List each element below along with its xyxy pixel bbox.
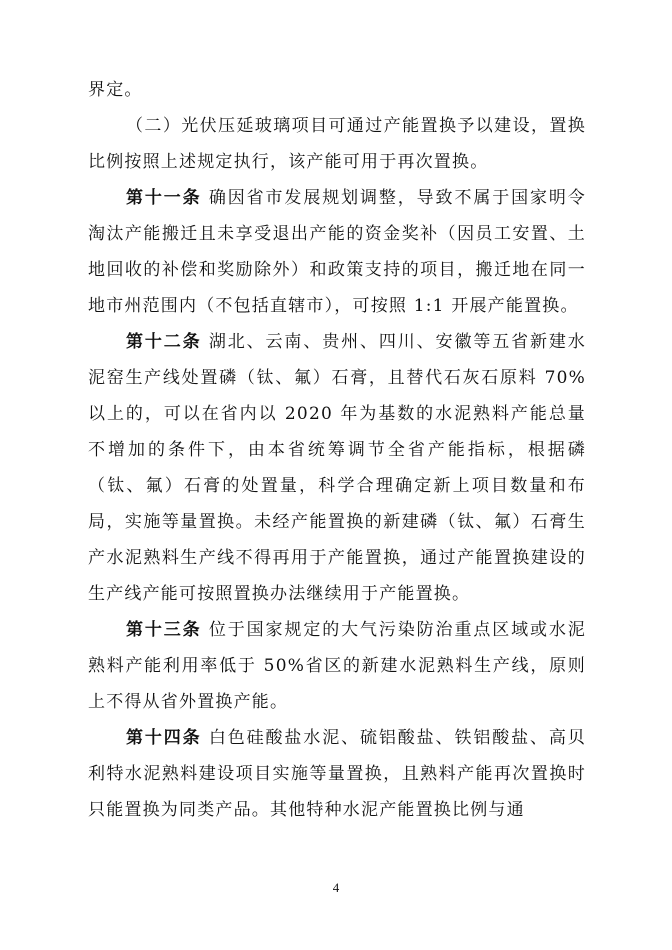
- article-thirteen: [88, 612, 586, 720]
- document-body: [88, 72, 586, 828]
- article-number: 第十四条: [126, 728, 202, 748]
- page-number: 4: [332, 880, 340, 895]
- paragraph-text: 确因省市发展规划调整，导致不属于国家明令淘汰产能搬迁且未享受退出产能的资金奖补（因员工安置、土地回收的补偿和奖励除外）和政策支持的项目，搬迁地在同一地市州范围内（不包括直辖市），可按照 1:1 开展产能置换。: [88, 188, 586, 316]
- article-eleven: [88, 180, 586, 324]
- article-fourteen: [88, 720, 586, 828]
- article-number: 第十三条: [126, 620, 202, 640]
- paragraph-text: （二）光伏压延玻璃项目可通过产能置换予以建设，置换比例按照上述规定执行，该产能可用于再次置换。: [88, 116, 586, 172]
- paragraph-continuation: [88, 72, 586, 108]
- paragraph-text: 白色硅酸盐水泥、硫铝酸盐、铁铝酸盐、高贝利特水泥熟料建设项目实施等量置换，且熟料产能再次置换时只能置换为同类产品。其他特种水泥产能置换比例与通: [88, 728, 586, 820]
- article-number: 第十一条: [126, 188, 202, 208]
- paragraph-text: 位于国家规定的大气污染防治重点区域或水泥熟料产能利用率低于 50%省区的新建水泥熟料生产线，原则上不得从省外置换产能。: [88, 620, 586, 712]
- article-number: 第十二条: [126, 332, 202, 352]
- paragraph-text: 湖北、云南、贵州、四川、安徽等五省新建水泥窑生产线处置磷（钛、氟）石膏，且替代石灰石原料 70%以上的，可以在省内以 2020 年为基数的水泥熟料产能总量不增加的条件下，由本省统筹调节全省产能指标，根据磷（钛、氟）石膏的处置量，科学合理确定新上项目数量和布局，实施等量置换。未经产能置换的新建磷（钛、氟）石膏生产水泥熟料生产线不得再用于产能置换，通过产能置换建设的生产线产能可按照置换办法继续用于产能置换。: [88, 332, 586, 604]
- article-twelve: [88, 324, 586, 612]
- paragraph-text: 界定。: [88, 80, 143, 100]
- paragraph-clause-two: [88, 108, 586, 180]
